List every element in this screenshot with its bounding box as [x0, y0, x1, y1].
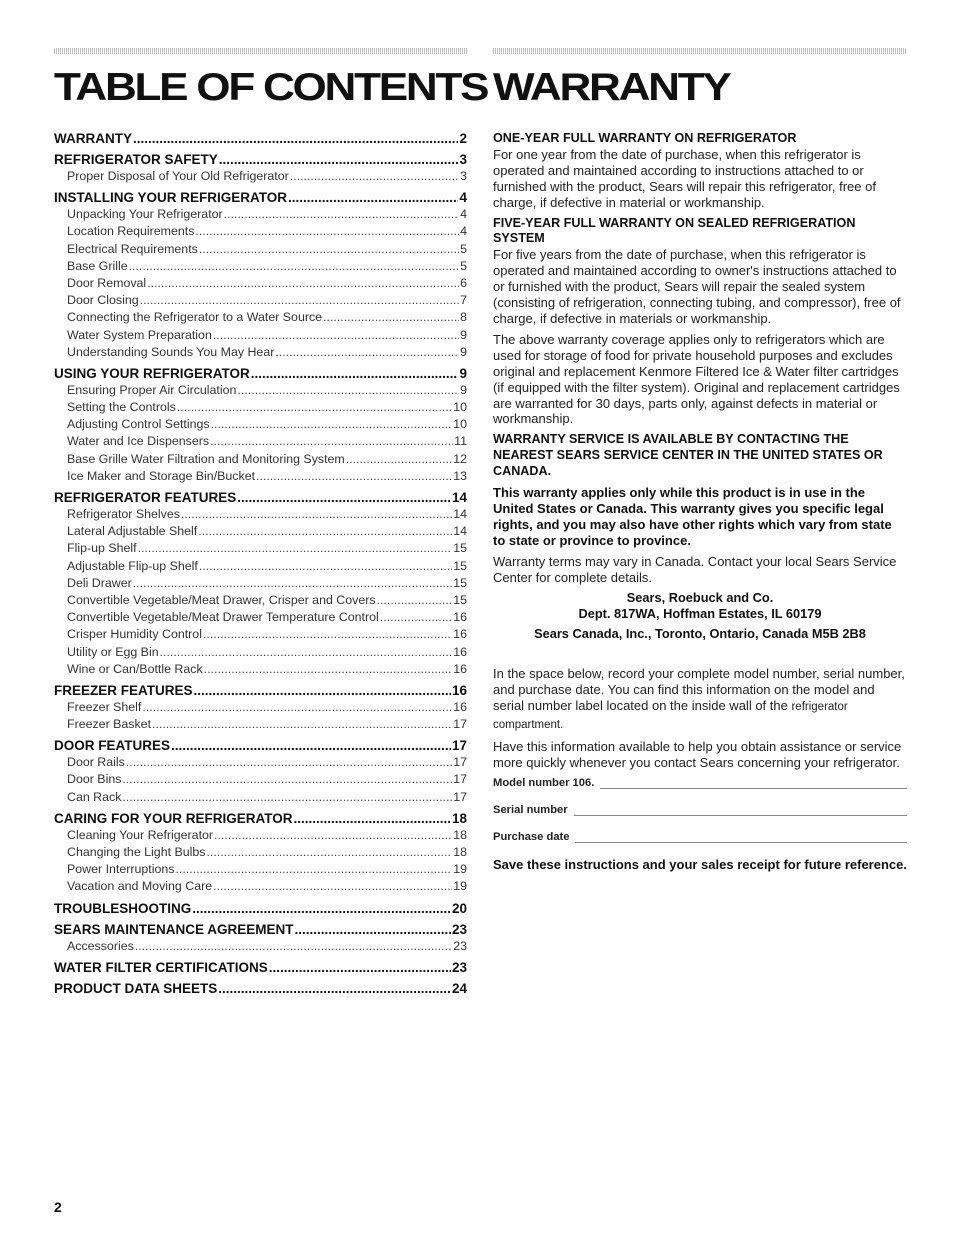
serial-number-line[interactable]: [574, 809, 907, 816]
purchase-date-label: Purchase date: [493, 830, 570, 843]
toc-leader-dots: [198, 524, 452, 538]
toc-section-title: FREEZER FEATURES: [54, 682, 193, 698]
one-year-heading: ONE-YEAR FULL WARRANTY ON REFRIGERATOR: [493, 131, 797, 145]
toc-leader-dots: [219, 152, 459, 167]
assist-text: Have this information available to help you obtain assistance or service more quickly whenever you contact Sears concerning your refrigerator.: [493, 738, 902, 770]
toc-item-row[interactable]: [54, 400, 467, 417]
toc-leader-dots: [133, 131, 458, 146]
toc-leader-dots: [181, 507, 452, 521]
toc-item-row[interactable]: [54, 524, 467, 541]
toc-item-page: 9: [460, 344, 467, 359]
purchase-date-line[interactable]: [575, 836, 907, 843]
toc-item-page: 4: [460, 224, 467, 239]
toc-item-page: 19: [453, 862, 467, 877]
toc-item-label: Water System Preparation: [67, 327, 212, 342]
toc-section-page: 17: [451, 738, 467, 754]
toc-section-row[interactable]: [54, 738, 467, 755]
toc-item-label: Can Rack: [67, 789, 122, 804]
toc-title: TABLE OF CONTENTS: [54, 66, 488, 109]
five-year-heading: FIVE-YEAR FULL WARRANTY ON SEALED REFRIGERATION SYSTEM: [493, 215, 856, 246]
toc-item-label: Door Closing: [67, 293, 139, 308]
toc-leader-dots: [214, 828, 452, 842]
toc-section-page: 18: [451, 810, 467, 826]
toc-item-row[interactable]: [54, 772, 467, 789]
toc-item-label: Convertible Vegetable/Meat Drawer Temperature Control: [67, 610, 379, 625]
toc-leader-dots: [295, 922, 451, 937]
toc-section-title: DOOR FEATURES: [54, 738, 171, 754]
record-text-tail: refrigerator compartment.: [493, 701, 848, 731]
toc-item-row[interactable]: [54, 469, 467, 486]
serial-number-field[interactable]: [493, 792, 907, 819]
toc-item-page: 17: [453, 789, 467, 804]
service-heading: WARRANTY SERVICE IS AVAILABLE BY CONTACTING THE NEAREST SEARS SERVICE CENTER IN THE UNITED STATES OR CANADA.: [493, 432, 883, 479]
toc-item-page: 9: [460, 382, 467, 397]
toc-item-label: Freezer Basket: [67, 717, 152, 732]
toc-item-page: 17: [453, 755, 467, 770]
one-year-text: For one year from the date of purchase, when this refrigerator is operated and maintained according to instructions attached to or furnished with the product, Sears will repair this refrigerator, free of charge, if defective in material or workmanship.: [493, 146, 876, 210]
toc-item-row[interactable]: [54, 610, 467, 627]
toc-item-row[interactable]: [54, 310, 467, 327]
toc-item-label: Utility or Egg Bin: [67, 644, 159, 659]
toc-leader-dots: [211, 417, 453, 431]
toc-item-page: 18: [453, 827, 467, 842]
toc-section-row[interactable]: [54, 683, 467, 700]
toc-section-title: TROUBLESHOOTING: [54, 900, 192, 916]
toc-item-row[interactable]: [54, 345, 467, 362]
toc-section-row[interactable]: [54, 490, 467, 507]
toc-item-page: 19: [453, 879, 467, 894]
toc-item-page: 16: [453, 699, 467, 714]
toc-item-page: 14: [453, 524, 467, 539]
toc-item-row[interactable]: [54, 224, 467, 241]
toc-leader-dots: [140, 293, 459, 307]
toc-item-page: 9: [460, 327, 467, 342]
toc-item-label: Vacation and Moving Care: [67, 879, 213, 894]
model-number-field[interactable]: [493, 776, 907, 792]
toc-section-page: 14: [451, 490, 467, 505]
toc-item-page: 5: [460, 241, 467, 256]
save-text: Save these instructions and your sales receipt for future reference.: [493, 856, 907, 872]
toc-leader-dots: [199, 559, 452, 573]
toc-section-page: 9: [459, 365, 467, 381]
toc-column: [54, 48, 488, 998]
toc-item-row[interactable]: [54, 593, 467, 610]
toc-leader-dots: [138, 541, 453, 555]
toc-item-row[interactable]: [54, 790, 467, 807]
toc-leader-dots: [380, 610, 452, 624]
toc-leader-dots: [122, 772, 452, 786]
toc-item-label: Proper Disposal of Your Old Refrigerator: [67, 169, 289, 183]
toc-section-row[interactable]: [54, 366, 467, 383]
toc-leader-dots: [290, 169, 459, 183]
toc-item-row[interactable]: [54, 328, 467, 345]
toc-section-title: CARING FOR YOUR REFRIGERATOR: [54, 810, 293, 826]
toc-leader-dots: [195, 224, 459, 238]
toc-item-page: 3: [460, 169, 467, 183]
toc-item-page: 23: [453, 938, 467, 953]
toc-leader-dots: [224, 207, 459, 221]
toc-item-row[interactable]: [54, 828, 467, 845]
toc-item-label: Understanding Sounds You May Hear: [67, 344, 275, 359]
toc-item-row[interactable]: [54, 755, 467, 772]
toc-leader-dots: [129, 259, 459, 273]
toc-leader-dots: [126, 755, 452, 769]
toc-item-label: Convertible Vegetable/Meat Drawer, Crisper and Covers: [67, 592, 376, 607]
toc-item-label: Ensuring Proper Air Circulation: [67, 382, 237, 397]
toc-item-row[interactable]: [54, 662, 467, 679]
top-rule: [54, 48, 467, 54]
toc-section-row[interactable]: [54, 981, 467, 998]
toc-item-row[interactable]: [54, 276, 467, 293]
toc-item-row[interactable]: [54, 627, 467, 644]
toc-item-label: Deli Drawer: [67, 575, 132, 590]
toc-item-label: Flip-up Shelf: [67, 541, 137, 556]
toc-item-row[interactable]: [54, 879, 467, 896]
toc-item-page: 16: [453, 627, 467, 642]
toc-item-label: Changing the Light Bulbs: [67, 845, 206, 859]
toc-list: [54, 131, 467, 998]
toc-item-row[interactable]: [54, 169, 467, 186]
toc-item-label: Adjusting Control Settings: [67, 417, 210, 432]
toc-section-page: 2: [459, 131, 467, 146]
toc-item-label: Refrigerator Shelves: [67, 507, 180, 521]
toc-section-row[interactable]: [54, 190, 467, 207]
toc-item-page: 7: [460, 293, 467, 308]
toc-item-label: Electrical Requirements: [67, 241, 198, 256]
toc-item-label: Setting the Controls: [67, 400, 176, 415]
toc-leader-dots: [133, 576, 452, 590]
toc-section-title: WATER FILTER CERTIFICATIONS: [54, 959, 268, 975]
toc-leader-dots: [346, 452, 452, 466]
toc-leader-dots: [142, 700, 452, 714]
company-address: Dept. 817WA, Hoffman Estates, IL 60179: [578, 606, 822, 622]
toc-item-label: Wine or Can/Bottle Rack: [67, 661, 203, 676]
toc-leader-dots: [377, 593, 453, 607]
toc-section-row[interactable]: [54, 811, 467, 828]
toc-section-title: REFRIGERATOR SAFETY: [54, 152, 218, 167]
toc-item-row[interactable]: [54, 383, 467, 400]
toc-item-page: 13: [453, 468, 467, 483]
toc-section-page: 3: [459, 152, 467, 167]
top-rule: [493, 48, 907, 54]
toc-section-page: 16: [451, 682, 467, 698]
toc-item-label: Freezer Shelf: [67, 699, 142, 714]
toc-item-row[interactable]: [54, 452, 467, 469]
canada-text: Warranty terms may vary in Canada. Contact your local Sears Service Center for complete details.: [493, 553, 897, 585]
toc-item-page: 10: [453, 400, 467, 415]
toc-item-label: Base Grille: [67, 258, 128, 273]
toc-section-title: INSTALLING YOUR REFRIGERATOR: [54, 190, 288, 206]
toc-leader-dots: [147, 276, 459, 290]
canada-company: Sears Canada, Inc., Toronto, Ontario, Canada M5B 2B8: [534, 626, 866, 642]
toc-item-row[interactable]: [54, 207, 467, 224]
toc-item-label: Door Removal: [67, 275, 147, 290]
toc-item-page: 14: [453, 507, 467, 521]
toc-item-label: Power Interruptions: [67, 862, 175, 877]
toc-item-label: Door Rails: [67, 755, 125, 770]
warranty-column: [493, 48, 907, 878]
toc-item-page: 17: [453, 772, 467, 787]
toc-item-row[interactable]: [54, 259, 467, 276]
toc-leader-dots: [251, 366, 459, 381]
toc-item-page: 4: [460, 207, 467, 222]
toc-section-title: WARRANTY: [54, 131, 132, 146]
toc-leader-dots: [135, 939, 452, 953]
toc-leader-dots: [269, 960, 451, 975]
toc-item-label: Location Requirements: [67, 224, 195, 239]
toc-leader-dots: [192, 901, 451, 916]
toc-section-row[interactable]: [54, 152, 467, 169]
toc-leader-dots: [171, 738, 451, 753]
toc-item-row[interactable]: [54, 862, 467, 879]
toc-leader-dots: [213, 879, 452, 893]
toc-leader-dots: [288, 190, 458, 205]
toc-item-row[interactable]: [54, 507, 467, 524]
toc-item-row[interactable]: [54, 559, 467, 576]
serial-number-label: Serial number: [493, 803, 568, 816]
toc-item-row[interactable]: [54, 434, 467, 451]
five-year-text: For five years from the date of purchase, when this refrigerator is operated and maintained according to owner's instructions attached to or furnished with the product, Sears will repair the sealed system (consisting of refrigeration, connecting tubing, and compressor), free of charge, if defective in materials or workmanship.: [493, 247, 901, 326]
toc-item-row[interactable]: [54, 576, 467, 593]
toc-section-title: SEARS MAINTENANCE AGREEMENT: [54, 921, 294, 937]
toc-leader-dots: [194, 683, 451, 698]
toc-leader-dots: [152, 717, 452, 731]
toc-leader-dots: [256, 469, 452, 483]
toc-item-label: Crisper Humidity Control: [67, 627, 202, 642]
toc-section-row[interactable]: [54, 131, 467, 148]
toc-item-label: Adjustable Flip-up Shelf: [67, 558, 198, 573]
toc-leader-dots: [210, 434, 453, 448]
toc-item-page: 8: [460, 310, 467, 325]
toc-section-row[interactable]: [54, 901, 467, 918]
toc-section-page: 24: [451, 980, 467, 996]
toc-item-page: 17: [453, 717, 467, 732]
toc-item-row[interactable]: [54, 242, 467, 259]
toc-item-page: 15: [453, 592, 467, 607]
model-number-label: Model number 106.: [493, 776, 595, 789]
toc-leader-dots: [275, 345, 459, 359]
toc-item-page: 15: [453, 575, 467, 590]
toc-section-page: 23: [451, 959, 467, 975]
toc-item-row[interactable]: [54, 645, 467, 662]
toc-item-page: 10: [453, 417, 467, 432]
toc-leader-dots: [203, 627, 452, 641]
toc-item-page: 6: [460, 275, 467, 290]
record-text-main: In the space below, record your complete model number, serial number, and purchase date. You can find this information on the model and serial number label located on the inside wall of the: [493, 666, 905, 713]
toc-item-label: Door Bins: [67, 772, 122, 787]
warranty-title: WARRANTY: [493, 66, 730, 109]
toc-leader-dots: [237, 490, 451, 505]
toc-item-label: Lateral Adjustable Shelf: [67, 524, 198, 539]
toc-item-page: 16: [453, 644, 467, 659]
coverage-text: The above warranty coverage applies only to refrigerators which are used for storage of food for private household purposes and excludes original and replacement Kenmore Filtered Ice & Water filter cartridges (if equipped with the filter system). Original and replacement cartridges are warranted for 30 days, parts only, against defects in material or workmanship.: [493, 331, 900, 427]
toc-item-page: 5: [460, 258, 467, 273]
toc-item-row[interactable]: [54, 293, 467, 310]
toc-section-title: REFRIGERATOR FEATURES: [54, 490, 237, 505]
toc-leader-dots: [206, 845, 452, 859]
toc-leader-dots: [218, 981, 451, 996]
page-number: 2: [54, 1199, 62, 1215]
toc-item-row[interactable]: [54, 717, 467, 734]
toc-item-label: Unpacking Your Refrigerator: [67, 207, 223, 222]
toc-item-row[interactable]: [54, 417, 467, 434]
toc-leader-dots: [204, 662, 453, 676]
toc-item-page: 16: [453, 661, 467, 676]
toc-leader-dots: [237, 383, 459, 397]
toc-leader-dots: [177, 400, 452, 414]
toc-leader-dots: [294, 811, 451, 826]
toc-section-title: PRODUCT DATA SHEETS: [54, 980, 218, 996]
toc-section-page: 23: [451, 921, 467, 937]
purchase-date-field[interactable]: [493, 819, 907, 846]
toc-item-page: 12: [453, 451, 467, 466]
company-name: Sears, Roebuck and Co.: [626, 590, 774, 606]
rights-text: This warranty applies only while this product is in use in the United States or Canada. This warranty gives you specific legal rights, and you may also have other rights which vary from state to state or province to province.: [493, 485, 892, 548]
warranty-body: [493, 131, 907, 873]
toc-item-label: Water and Ice Dispensers: [67, 434, 210, 449]
toc-item-label: Accessories: [67, 938, 134, 953]
toc-item-label: Connecting the Refrigerator to a Water Source: [67, 310, 323, 325]
toc-leader-dots: [199, 242, 459, 256]
toc-section-page: 20: [451, 900, 467, 916]
toc-item-label: Cleaning Your Refrigerator: [67, 827, 214, 842]
toc-leader-dots: [323, 310, 459, 324]
toc-item-page: 15: [453, 558, 467, 573]
toc-section-page: 4: [459, 190, 467, 206]
toc-leader-dots: [213, 328, 459, 342]
toc-item-label: Base Grille Water Filtration and Monitoring System: [67, 451, 345, 466]
toc-item-page: 18: [453, 845, 467, 859]
toc-item-label: Ice Maker and Storage Bin/Bucket: [67, 468, 256, 483]
toc-leader-dots: [175, 862, 452, 876]
record-text: [493, 666, 907, 734]
toc-item-row[interactable]: [54, 541, 467, 558]
toc-leader-dots: [122, 790, 452, 804]
toc-item-row[interactable]: [54, 845, 467, 862]
toc-section-row[interactable]: [54, 960, 467, 977]
toc-item-row[interactable]: [54, 939, 467, 956]
toc-section-row[interactable]: [54, 922, 467, 939]
model-number-line[interactable]: [600, 782, 907, 789]
toc-section-title: USING YOUR REFRIGERATOR: [54, 365, 250, 381]
toc-item-page: 11: [454, 434, 467, 449]
toc-item-page: 15: [453, 541, 467, 556]
toc-item-row[interactable]: [54, 700, 467, 717]
toc-item-page: 16: [453, 610, 467, 625]
toc-leader-dots: [160, 645, 453, 659]
